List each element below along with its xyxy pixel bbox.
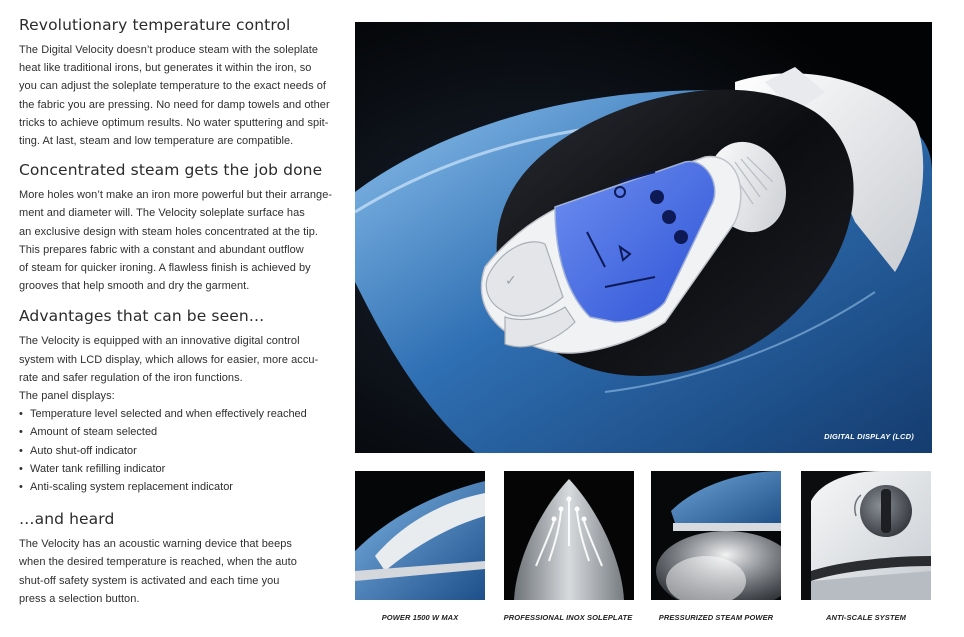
paragraph-line: shut-off safety system is activated and each time you [19,574,280,587]
section-temperature-control [19,16,344,150]
thumbnail-caption: ANTI-SCALE SYSTEM [825,613,907,622]
paragraph-line: of steam for quicker ironing. A flawless finish is achieved by [19,262,311,275]
panel-displays-list [19,405,344,496]
paragraph-line: an exclusive design with steam holes concentrated at the tip. [19,225,318,238]
thumbnail-power [355,471,485,600]
hero-caption: DIGITAL DISPLAY (LCD) [824,432,914,441]
section-heading: …and heard [19,510,115,529]
thumbnail-caption: POWER 1500 W MAX [381,613,459,622]
paragraph-line: heat like traditional irons, but generates it within the iron, so [19,62,312,75]
section-concentrated-steam [19,161,344,295]
list-item: • Temperature level selected and when effectively reached [19,405,344,423]
iron-side-illustration [355,471,485,600]
list-item: • Water tank refilling indicator [19,460,344,478]
paragraph-line: This prepares fabric with a constant and abundant outflow [19,243,304,256]
soleplate-illustration [504,471,634,600]
thumbnail-caption: PRESSURIZED STEAM POWER [658,613,774,622]
steam-burst-illustration [651,471,781,600]
paragraph-line: when the desired temperature is reached, when the auto [19,556,297,569]
paragraph-line: The Velocity has an acoustic warning device that beeps [19,538,292,551]
paragraph-line: press a selection button. [19,592,140,605]
svg-text:✓: ✓ [505,273,517,289]
section-heading: Concentrated steam gets the job done [19,161,323,180]
hero-image-digital-display [355,22,932,453]
list-item: • Anti-scaling system replacement indicator [19,478,344,496]
list-item: • Auto shut-off indicator [19,442,344,460]
paragraph-line: the fabric you are pressing. No need for damp towels and other [19,98,330,111]
paragraph-line: rate and safer regulation of the iron functions. [19,371,243,384]
iron-closeup-illustration [355,22,932,453]
paragraph-line: ting. At last, steam and low temperature are compatible. [19,135,294,148]
section-advantages-seen [19,307,344,496]
paragraph-line: grooves that help smooth and dry the garment. [19,280,250,293]
paragraph-line: The Velocity is equipped with an innovative digital control [19,335,300,348]
paragraph-line: tricks to achieve optimum results. No water sputtering and spit- [19,116,329,129]
paragraph-line: The Digital Velocity doesn’t produce steam with the soleplate [19,44,318,56]
anti-scale-knob-illustration [801,471,931,600]
paragraph-line: The panel displays: [19,390,115,403]
paragraph-line: ment and diameter will. The Velocity soleplate surface has [19,207,305,220]
section-heading: Advantages that can be seen… [19,307,265,326]
thumbnail-anti-scale [801,471,931,600]
paragraph-line: More holes won’t make an iron more powerful but their arrange- [19,189,333,202]
paragraph-line: you can adjust the soleplate temperature to the exact needs of [19,80,327,93]
thumbnail-soleplate [504,471,634,600]
thumbnail-caption: PROFESSIONAL INOX SOLEPLATE [503,613,633,622]
paragraph-line: system with LCD display, which allows for easier, more accu- [19,353,319,366]
thumbnail-steam [651,471,781,600]
section-heading: Revolutionary temperature control [19,16,291,34]
text-column [19,16,344,608]
section-and-heard [19,510,344,608]
list-item: • Amount of steam selected [19,423,344,441]
